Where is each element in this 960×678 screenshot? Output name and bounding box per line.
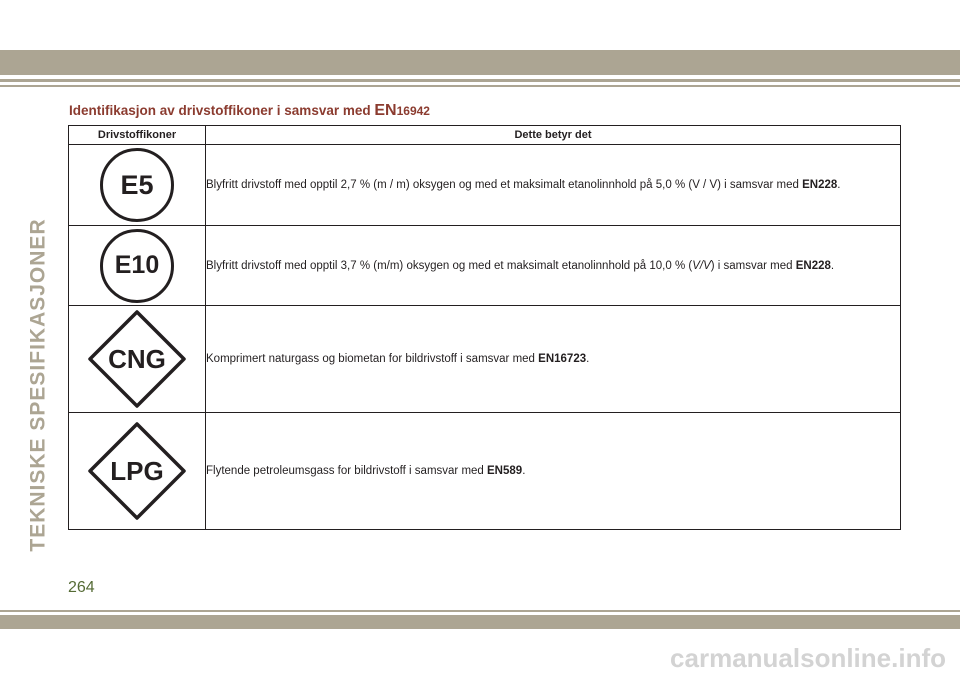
side-section-label bbox=[26, 218, 52, 552]
lpg-icon-label: LPG bbox=[110, 456, 164, 486]
description-end: . bbox=[522, 465, 526, 477]
description-end: . bbox=[586, 353, 590, 365]
description-text: Komprimert naturgass og biometan for bildrivstoff i samsvar med bbox=[206, 353, 539, 365]
description-cell bbox=[206, 306, 901, 413]
section-title-standard-number: 16942 bbox=[396, 104, 430, 118]
header-band bbox=[0, 50, 960, 75]
icon-cell bbox=[69, 306, 206, 413]
table-row bbox=[69, 306, 901, 413]
standard-code: EN228 bbox=[802, 179, 838, 191]
icon-cell bbox=[69, 413, 206, 530]
standard-code: EN589 bbox=[487, 465, 523, 477]
table-row bbox=[69, 226, 901, 306]
lpg-fuel-icon bbox=[87, 421, 187, 521]
description-text-continued: ) i samsvar med bbox=[710, 259, 796, 272]
description-italic: V/V bbox=[692, 259, 711, 272]
icon-cell bbox=[69, 145, 206, 226]
section-title bbox=[69, 102, 430, 120]
cng-icon-label: CNG bbox=[108, 344, 166, 374]
column-header-meaning: Dette betyr det bbox=[206, 126, 901, 145]
section-title-standard: EN bbox=[374, 102, 397, 119]
table-row bbox=[69, 145, 901, 226]
e5-fuel-icon: E5 bbox=[100, 148, 174, 222]
description-text: Blyfritt drivstoff med opptil 2,7 % (m / m) oksygen og med et maksimalt etanolinnhold på 5,0 % (V / V) i samsvar med bbox=[206, 179, 803, 191]
description-cell bbox=[206, 226, 901, 306]
standard-code: EN16723 bbox=[538, 353, 587, 365]
column-header-icons: Drivstoffikoner bbox=[69, 126, 206, 145]
section-title-text: Identifikasjon av drivstoffikoner i samsvar med bbox=[69, 103, 375, 118]
description-cell bbox=[206, 145, 901, 226]
description-end: . bbox=[837, 179, 841, 191]
side-section-text: TEKNISKE SPESIFIKASJONER bbox=[27, 218, 51, 552]
standard-code: EN228 bbox=[795, 259, 831, 272]
header-rule bbox=[0, 79, 960, 82]
icon-cell bbox=[69, 226, 206, 306]
footer-rule-thin bbox=[0, 610, 960, 612]
watermark: carmanualsonline.info bbox=[670, 643, 946, 673]
header-rule-thin bbox=[0, 85, 960, 87]
cng-fuel-icon bbox=[87, 309, 187, 409]
description-cell bbox=[206, 413, 901, 530]
description-text: Flytende petroleumsgass for bildrivstoff i samsvar med bbox=[206, 465, 488, 477]
fuel-icon-table bbox=[68, 125, 901, 530]
table-row bbox=[69, 413, 901, 530]
description-end: . bbox=[830, 259, 835, 272]
page-number: 264 bbox=[68, 579, 95, 596]
table-header-row bbox=[69, 126, 901, 145]
footer-band bbox=[0, 618, 960, 629]
description-text: Blyfritt drivstoff med opptil 3,7 % (m/m) oksygen og med et maksimalt etanolinnhold på 10,0 % ( bbox=[206, 259, 693, 272]
e10-fuel-icon: E10 bbox=[100, 229, 174, 303]
